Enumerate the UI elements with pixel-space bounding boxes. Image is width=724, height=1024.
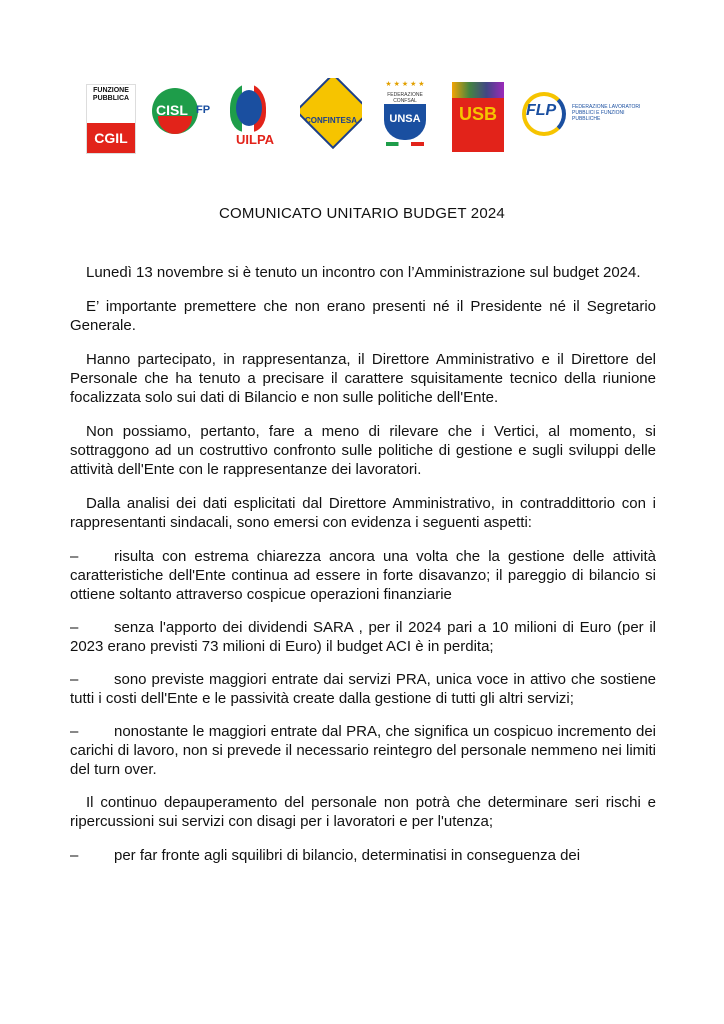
union-logos <box>86 78 646 158</box>
cgil-logo-text: CGIL <box>87 123 135 153</box>
list-item-text: nonostante le maggiori entrate dal PRA, che significa un cospicuo incremento dei carichi di lavoro, non si prevede il necessario reintegro del personale nemmeno nei limiti del turn over. <box>70 723 656 778</box>
paragraph: Lunedì 13 novembre si è tenuto un incontro con l’Amministrazione sul budget 2024. <box>86 264 641 281</box>
list-item-text: risulta con estrema chiarezza ancora una volta che la gestione delle attività caratteristiche dell'Ente continua ad essere in forte disavanzo; il pareggio di bilancio si ottiene soltanto attraverso cospicue operazioni finanziarie <box>70 548 656 603</box>
paragraph: Dalla analisi dei dati esplicitati dal Direttore Amministrativo, in contraddittorio con i rappresentanti sindacali, sono emersi con evidenza i seguenti aspetti: <box>70 495 656 531</box>
unsa-logo: ★ ★ ★ ★ ★ FEDERAZIONE CONFSAL UNSA <box>374 80 436 156</box>
cisl-logo-suffix: FP <box>196 104 211 116</box>
list-item <box>70 670 656 708</box>
document-title: COMUNICATO UNITARIO BUDGET 2024 <box>219 205 505 222</box>
usb-logo-text: USB <box>458 104 497 124</box>
unsa-logo-text: UNSA <box>384 104 426 140</box>
cisl-logo-text: CISL <box>156 102 188 118</box>
list-item <box>70 618 656 656</box>
cgil-logo <box>86 84 136 154</box>
list-item-text: senza l'apporto dei dividendi SARA , per il 2024 pari a 10 milioni di Euro (per il 2023 erano previsti 73 milioni di Euro) il budget ACI è in perdita; <box>70 619 656 655</box>
flp-logo-text: FLP <box>526 102 557 119</box>
flp-logo-subtext: FEDERAZIONE LAVORATORI PUBBLICI E FUNZIONI PUBBLICHE <box>572 104 641 122</box>
list-item <box>70 846 656 865</box>
cgil-logo-top-text: FUNZIONE PUBBLICA <box>92 87 130 102</box>
bullet-dash: – <box>70 548 79 565</box>
list-item-text: sono previste maggiori entrate dai servizi PRA, unica voce in attivo che sostiene tutti i costi dell'Ente e le passività create dalla gestione di tutti gli altri servizi; <box>70 671 656 707</box>
list-item-text: per far fronte agli squilibri di bilancio, determinatisi in conseguenza dei <box>114 847 581 864</box>
confintesa-logo-text: CONFINTESA <box>305 116 357 125</box>
usb-logo <box>452 82 504 152</box>
flp-logo <box>522 88 646 144</box>
bullet-dash: – <box>70 847 79 864</box>
paragraph: Non possiamo, pertanto, fare a meno di rilevare che i Vertici, al momento, si sottraggono ad un costruttivo confronto sulle politiche di gestione e sugli sviluppi delle attività dell'Ente con le rappresentanze dei lavoratori. <box>70 423 656 478</box>
confintesa-logo <box>300 78 362 154</box>
uilpa-logo-text: UILPA <box>236 132 275 147</box>
cisl-fp-logo <box>152 88 214 144</box>
document-body <box>70 263 656 879</box>
list-item <box>70 547 656 604</box>
unsa-logo-top-text: FEDERAZIONE CONFSAL <box>387 92 423 104</box>
bullet-dash: – <box>70 723 79 740</box>
bullet-dash: – <box>70 619 79 636</box>
continuation-paragraph: Il continuo depauperamento del personale non potrà che determinare seri rischi e ripercussioni sui servizi con disagi per i lavoratori e per l'utenza; <box>70 794 656 830</box>
uilpa-logo <box>226 84 288 154</box>
paragraph: Hanno partecipato, in rappresentanza, il Direttore Amministrativo e il Direttore del Personale che ha tenuto a precisare il carattere squisitamente tecnico della riunione focalizzata solo sui dati di Bilancio e non sulle politiche dell'Ente. <box>70 351 656 406</box>
bullet-dash: – <box>70 671 79 688</box>
paragraph: E’ importante premettere che non erano presenti né il Presidente né il Segretario Generale. <box>70 298 656 334</box>
list-item <box>70 722 656 779</box>
